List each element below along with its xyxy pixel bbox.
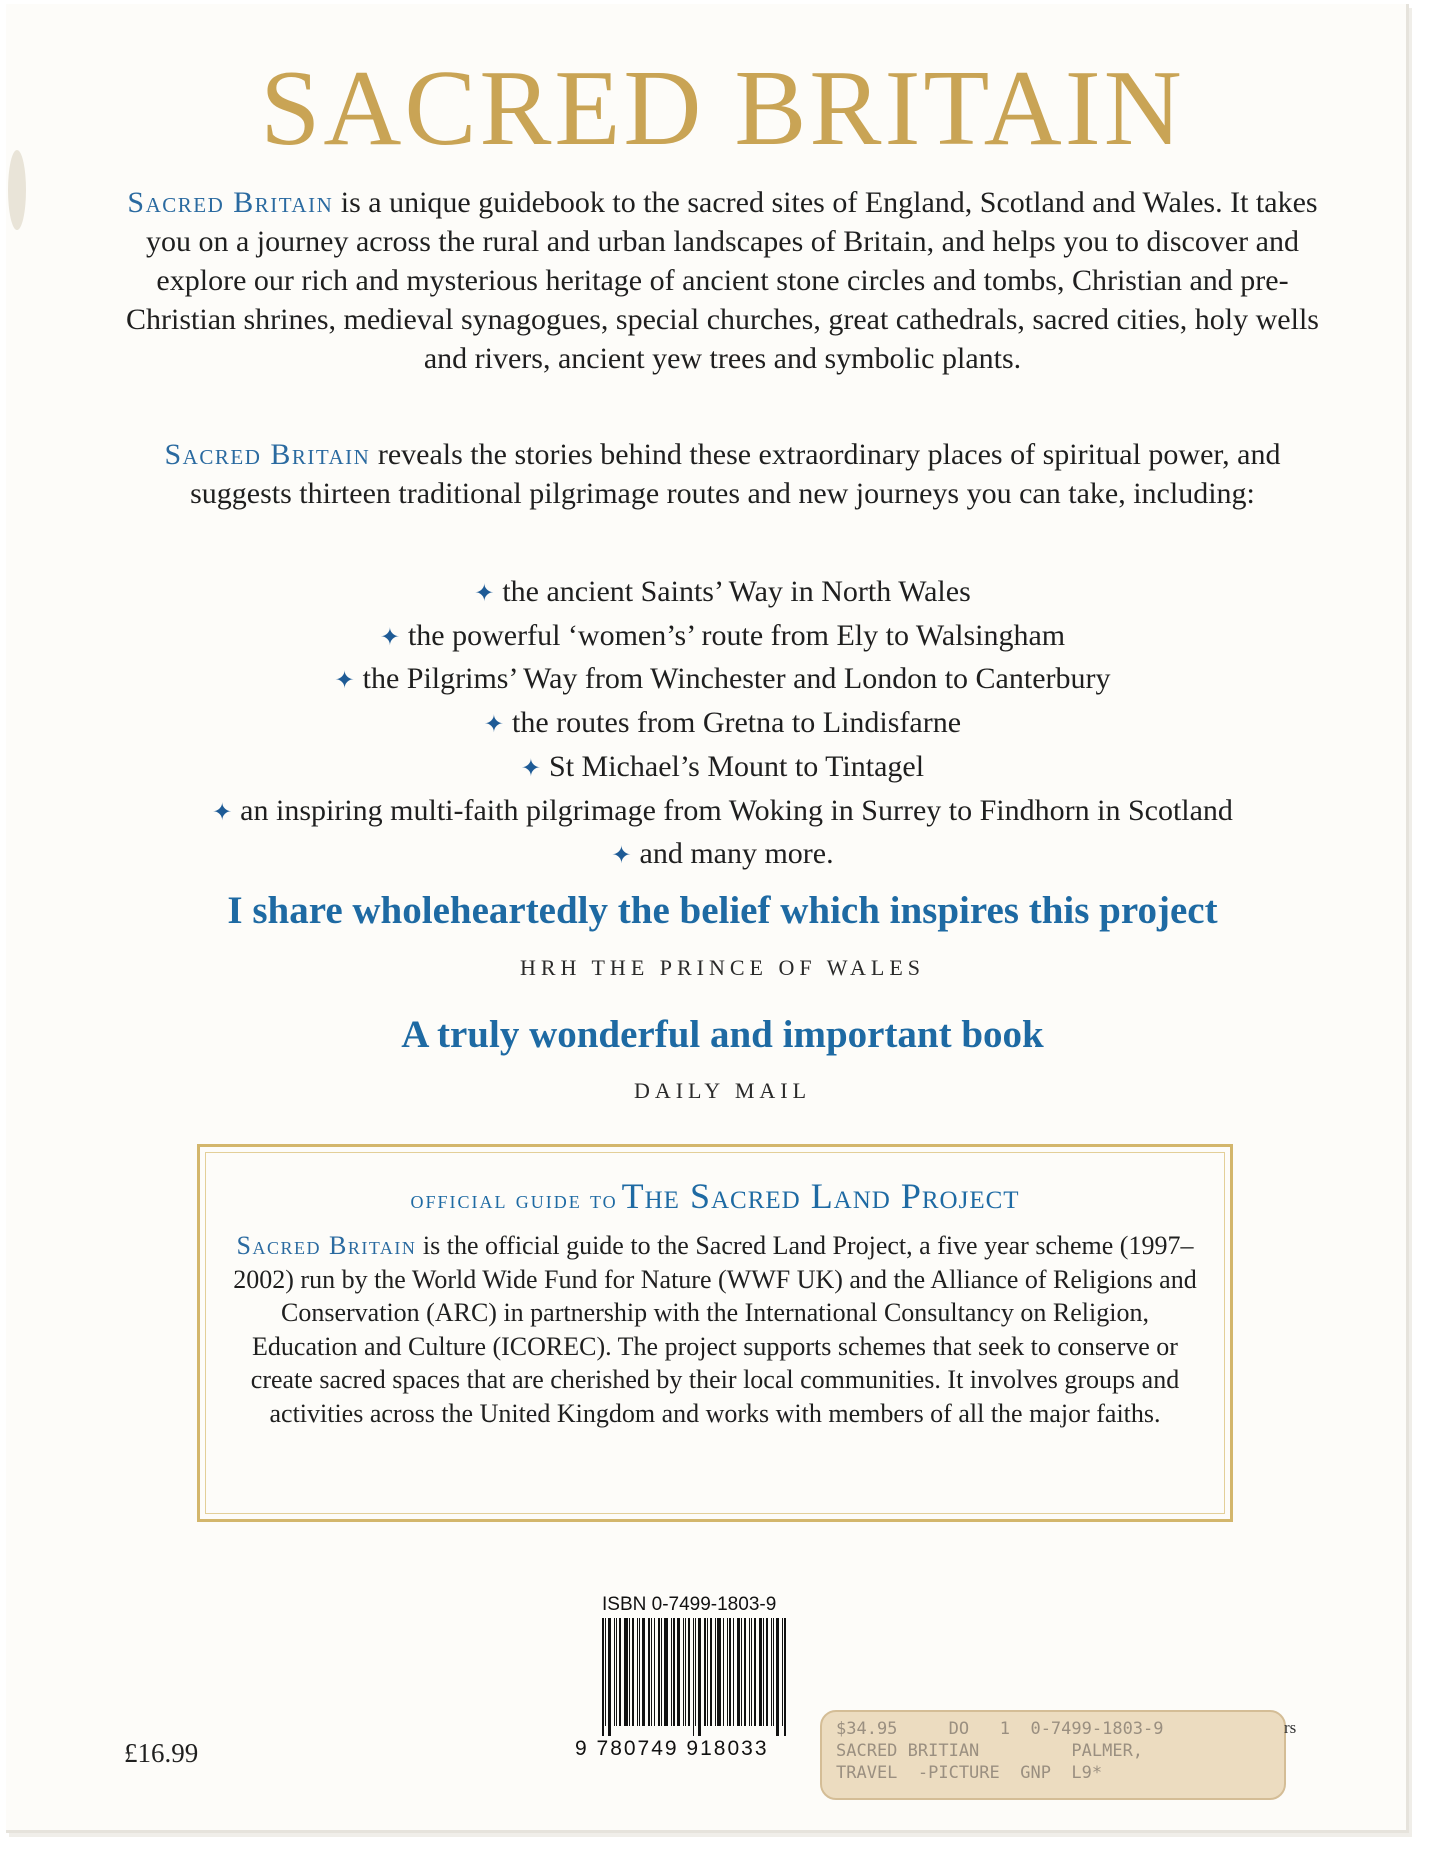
intro-paragraph <box>120 183 1325 378</box>
barcode-bar <box>605 1618 606 1726</box>
barcode-bar <box>614 1618 615 1726</box>
barcode-bar <box>776 1618 779 1736</box>
barcode-bar <box>782 1618 783 1726</box>
barcode-bar <box>654 1618 655 1726</box>
list-item: ✦ an inspiring multi-faith pilgrimage from Woking in Surrey to Findhorn in Scotland <box>212 793 1233 827</box>
box-paragraph <box>230 1229 1200 1430</box>
list-item: ✦ the routes from Gretna to Lindisfarne <box>483 706 962 740</box>
barcode-bar <box>698 1618 701 1736</box>
book-name-inline: Sacred Britain <box>164 438 371 471</box>
star-bullet-icon: ✦ <box>212 797 233 826</box>
barcode-bar <box>648 1618 650 1726</box>
star-bullet-icon: ✦ <box>520 753 542 782</box>
barcode-bar <box>673 1618 675 1726</box>
book-name-inline: Sacred Britain <box>127 186 334 219</box>
barcode-bar <box>688 1618 690 1726</box>
barcode-bar <box>671 1618 672 1726</box>
star-bullet-icon: ✦ <box>611 841 632 870</box>
barcode-bar <box>759 1618 762 1726</box>
list-item: ✦ and many more. <box>611 837 834 871</box>
barcode-bar <box>651 1618 652 1726</box>
barcode-bar <box>629 1618 630 1726</box>
quote-attribution: DAILY MAIL <box>633 1078 812 1103</box>
box-text: is the official guide to the Sacred Land Project, a five year scheme (1997–2002) run by the World Wide Fund for Nature (WWF UK) and the Alliance of Religions and Conservation (ARC) in partnership with the International Consultancy on Religion, Education and Culture (ICOREC). The project supports schemes that seek to conserve or create sacred spaces that are cherished by their local communities. It involves groups and activities across the United Kingdom and works with members of all the major faiths. <box>233 1231 1197 1428</box>
price-label: £16.99 <box>124 1738 199 1768</box>
star-bullet-icon: ✦ <box>334 666 355 695</box>
barcode-bar <box>683 1618 684 1726</box>
review-quote: A truly wonderful and important book <box>401 1013 1044 1056</box>
barcode-bar <box>766 1618 768 1726</box>
price-sticker: $34.95 DO 1 0-7499-1803-9 SACRED BRITIAN PALMER, TRAVEL -PICTURE GNP L9* <box>820 1710 1286 1800</box>
barcode-bar <box>664 1618 668 1726</box>
review-quote: I share wholeheartedly the belief which inspires this project <box>227 889 1218 932</box>
barcode-bar <box>723 1618 724 1726</box>
barcode-bar <box>773 1618 774 1726</box>
list-item: ✦ the powerful ‘women’s’ route from Ely to Walsingham <box>379 618 1066 652</box>
route-list <box>80 571 1365 877</box>
barcode-bar <box>771 1618 772 1726</box>
official-guide-box <box>197 1144 1233 1522</box>
barcode-bar <box>642 1618 645 1726</box>
barcode-bar <box>624 1618 628 1726</box>
barcode-bar <box>729 1618 731 1726</box>
book-title: SACRED BRITAIN <box>260 49 1185 168</box>
box-heading-small: official guide to <box>410 1187 618 1214</box>
intro-text: is a unique guidebook to the sacred sites of England, Scotland and Wales. It takes you on a journey across the rural and urban landscapes of Britain, and helps you to discover and explore our rich and mysterious heritage of ancient stone circles and tombs, Christian and pre-Christian shrines, medieval synagogues, special churches, great cathedrals, sacred cities, holy wells and rivers, ancient yew trees and symbolic plants. <box>126 186 1319 375</box>
barcode-bar <box>661 1618 662 1726</box>
barcode-bar <box>704 1618 706 1726</box>
barcode-bar <box>784 1618 786 1736</box>
box-heading <box>200 1175 1230 1217</box>
barcode-bar <box>710 1618 712 1726</box>
list-item: ✦ St Michael’s Mount to Tintagel <box>520 749 925 783</box>
barcode-bar <box>707 1618 708 1726</box>
routes-text: reveals the stories behind these extraordinary places of spiritual power, and suggests thirteen traditional pilgrimage routes and new journeys you can take, including: <box>190 438 1281 510</box>
corner-text: rs <box>1284 1718 1297 1737</box>
barcode-bar <box>608 1618 611 1736</box>
barcode-bar <box>632 1618 634 1726</box>
star-bullet-icon: ✦ <box>483 710 505 739</box>
barcode-bar <box>658 1618 660 1726</box>
barcode-bar <box>741 1618 742 1726</box>
star-bullet-icon: ✦ <box>474 579 495 607</box>
barcode-bar <box>602 1618 604 1736</box>
book-name-inline: Sacred Britain <box>236 1231 417 1260</box>
barcode-bar <box>685 1618 686 1726</box>
barcode-bar <box>715 1618 716 1726</box>
routes-paragraph <box>120 435 1325 513</box>
barcode-bar <box>763 1618 764 1726</box>
barcode-bar <box>749 1618 750 1726</box>
box-heading-big: The Sacred Land Project <box>621 1176 1020 1216</box>
barcode-bar <box>616 1618 617 1726</box>
list-item: ✦ the Pilgrims’ Way from Winchester and London to Canterbury <box>334 662 1111 696</box>
barcode-bar <box>751 1618 752 1726</box>
barcode-bar <box>677 1618 680 1726</box>
barcode-bar <box>619 1618 621 1726</box>
barcode-bar <box>733 1618 734 1726</box>
quote-attribution: HRH THE PRINCE OF WALES <box>519 955 926 980</box>
barcode <box>602 1618 834 1726</box>
barcode-bar <box>717 1618 721 1726</box>
barcode-bar <box>695 1618 696 1726</box>
barcode-digits: 9 780749 918033 <box>575 1737 769 1760</box>
barcode-bar <box>737 1618 740 1726</box>
barcode-bar <box>639 1618 640 1726</box>
isbn-label: ISBN 0-7499-1803-9 <box>602 1594 777 1615</box>
barcode-bar <box>754 1618 756 1726</box>
barcode-bar <box>727 1618 728 1726</box>
star-bullet-icon: ✦ <box>379 622 400 651</box>
list-item: ✦ the ancient Saints’ Way in North Wales <box>474 575 971 608</box>
barcode-bar <box>637 1618 638 1726</box>
barcode-bar <box>744 1618 746 1726</box>
barcode-bar <box>693 1618 694 1736</box>
